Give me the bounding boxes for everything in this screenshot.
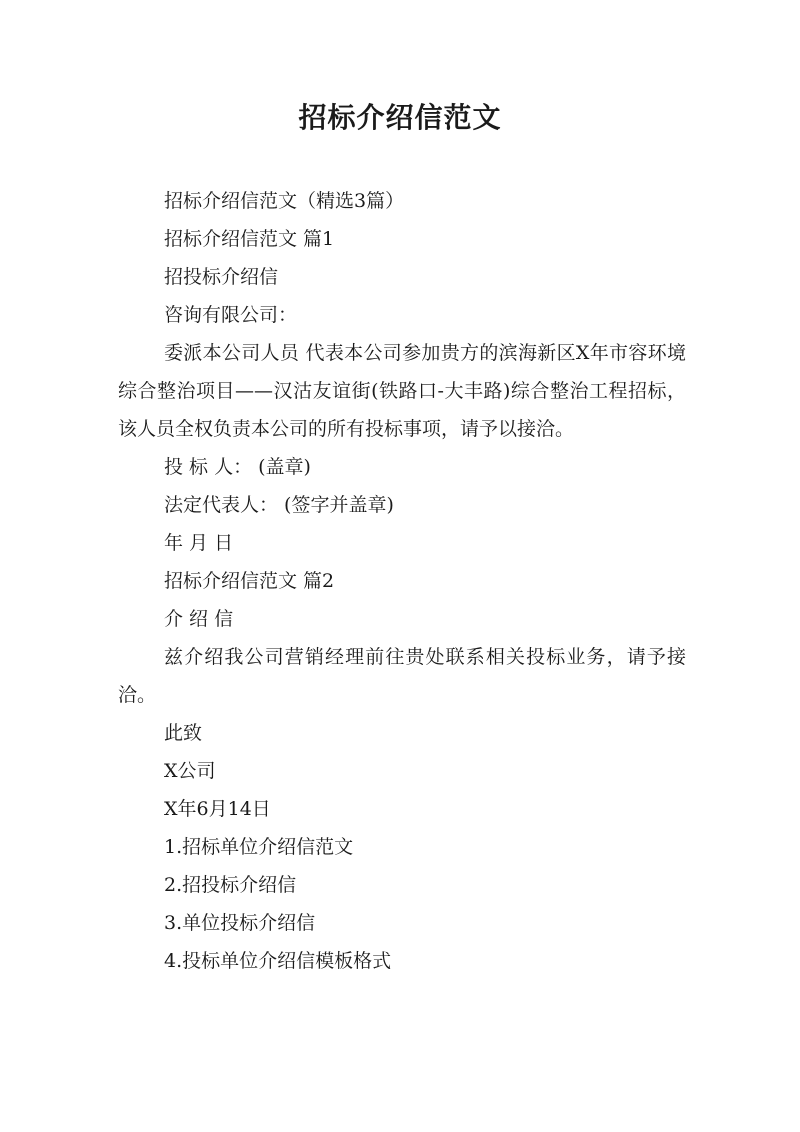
letter-1-date-line: 年 月 日 xyxy=(164,532,234,554)
document-body xyxy=(118,182,686,980)
letter-2-signature: X公司 xyxy=(164,760,216,782)
related-item-3: 3.单位投标介绍信 xyxy=(164,912,316,934)
letter-1-body: 委派本公司人员 代表本公司参加贵方的滨海新区X年市容环境综合整治项目——汉沽友谊街(铁路口-大丰路)综合整治工程招标，该人员全权负责本公司的所有投标事项，请予以接洽。 xyxy=(118,342,686,440)
related-item-2: 2.招投标介绍信 xyxy=(164,874,297,896)
article-1-heading: 招标介绍信范文 篇1 xyxy=(164,228,335,250)
article-2-heading: 招标介绍信范文 篇2 xyxy=(164,570,335,592)
letter-2-body: 兹介绍我公司营销经理前往贵处联系相关投标业务，请予接洽。 xyxy=(118,646,686,706)
letter-2-closing: 此致 xyxy=(164,722,203,744)
letter-1-title: 招投标介绍信 xyxy=(164,266,279,288)
document-title: 招标介绍信范文 xyxy=(298,101,502,134)
letter-1-recipient: 咨询有限公司： xyxy=(164,304,298,326)
collection-heading: 招标介绍信范文（精选3篇） xyxy=(164,190,405,212)
letter-1-legal-rep-line: 法定代表人： (签字并盖章) xyxy=(164,494,394,516)
letter-1-bidder-line: 投 标 人： (盖章) xyxy=(164,456,311,478)
related-item-4: 4.投标单位介绍信模板格式 xyxy=(164,950,392,972)
letter-2-title: 介 绍 信 xyxy=(164,608,234,630)
related-item-1: 1.招标单位介绍信范文 xyxy=(164,836,354,858)
letter-2-date: X年6月14日 xyxy=(164,798,271,820)
